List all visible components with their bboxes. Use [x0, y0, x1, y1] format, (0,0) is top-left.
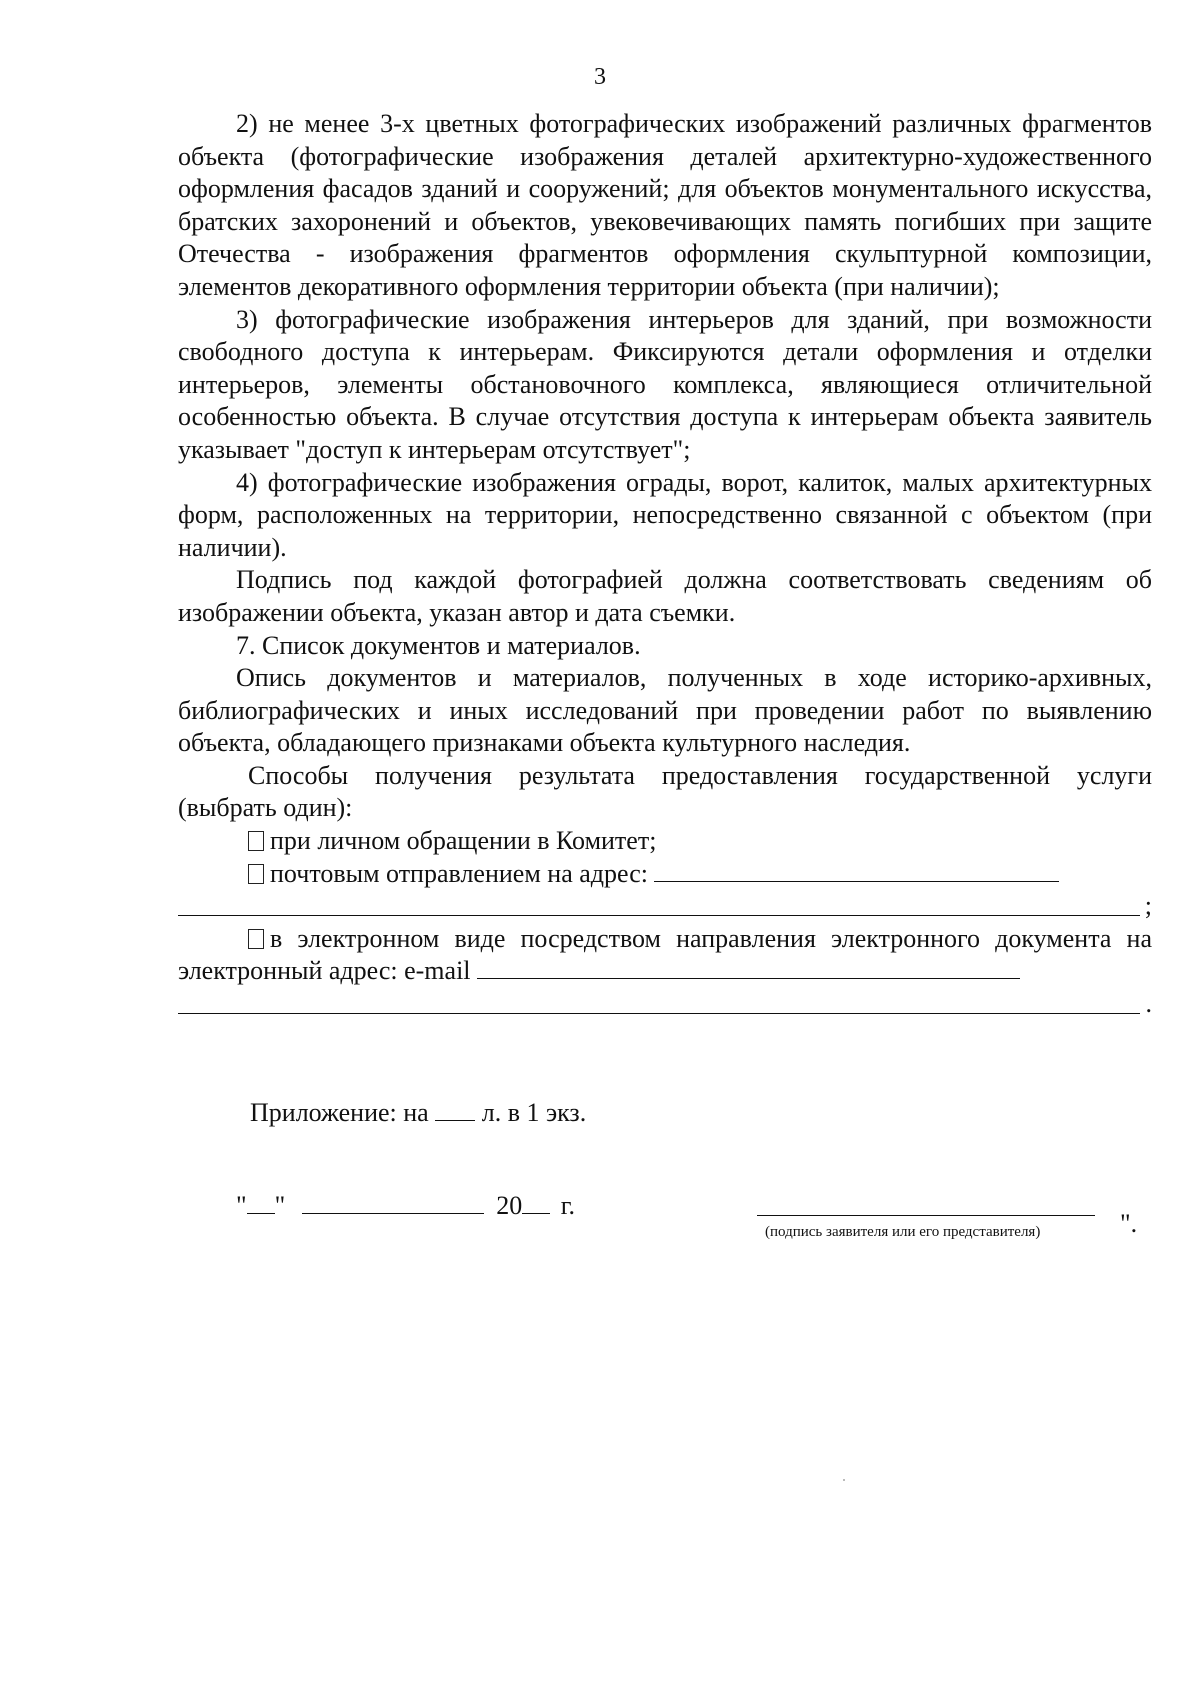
paragraph-item-3: 3) фотографические изображения интерьеров для зданий, при возможности свободного доступа к интерьерам. Фиксируются детали оформления и отделки интерьеров, элементы обстановочного комплекса, являющиеся отличительной особенностью объекта. В случае отсутствия доступа к интерьерам объекта заявитель указывает "доступ к интерьерам отсутствует"; — [178, 304, 1152, 464]
year-field[interactable] — [522, 1212, 550, 1214]
day-field[interactable] — [247, 1212, 275, 1214]
option-postal — [178, 858, 1152, 891]
postal-checkbox[interactable] — [248, 864, 264, 884]
email-field[interactable] — [477, 977, 1020, 979]
electronic-checkbox[interactable] — [248, 929, 264, 949]
section-heading-7: 7. Список документов и материалов. — [236, 630, 641, 660]
option-personal-label: при личном обращении в Комитет; — [270, 826, 657, 856]
option-electronic-label: в электронном виде посредством направления электронного документа на электронный адрес: e-mail — [178, 923, 1152, 986]
email-line-end: . — [1145, 989, 1152, 1019]
date-line — [236, 1190, 575, 1222]
appendix-suffix: л. в 1 экз. — [481, 1098, 587, 1127]
month-field[interactable] — [302, 1212, 484, 1214]
paragraph-item-4: 4) фотографические изображения ограды, ворот, калиток, малых архитектурных форм, расположенных на территории, непосредственно связанной с объектом (при наличии). — [178, 467, 1152, 562]
document-body — [178, 108, 1152, 1021]
year-suffix: г. — [560, 1191, 575, 1220]
paragraph-delivery-methods: Способы получения результата предоставления государственной услуги (выбрать один): — [178, 760, 1152, 823]
postal-address-line — [178, 890, 1152, 923]
signature-caption: (подпись заявителя или его представителя) — [765, 1224, 1041, 1240]
option-electronic — [178, 923, 1152, 988]
postal-address-rule[interactable] — [178, 915, 1140, 916]
option-personal — [178, 825, 1152, 858]
appendix-sheets-field[interactable] — [435, 1119, 475, 1121]
scan-speck — [843, 1479, 845, 1481]
postal-line-end: ; — [1144, 891, 1152, 921]
paragraph-inventory: Опись документов и материалов, полученных в ходе историко-архивных, библиографических и иных исследований при проведении работ по выявлению объекта, обладающего признаками объекта культурного наследия. — [178, 663, 1152, 758]
personal-checkbox[interactable] — [248, 831, 264, 851]
paragraph-photo-caption: Подпись под каждой фотографией должна соответствовать сведениям об изображении объекта, указан автор и дата съемки. — [178, 565, 1152, 627]
page-number: 3 — [594, 64, 606, 90]
signature-end-mark: ". — [1120, 1209, 1138, 1238]
year-prefix: 20 — [496, 1191, 523, 1220]
signature-field[interactable] — [757, 1215, 1095, 1216]
paragraph-item-2: 2) не менее 3-х цветных фотографических изображений различных фрагментов объекта (фотографические изображения деталей архитектурно-художественного оформления фасадов зданий и сооружений; для объектов монументального искусства, братских захоронений и объектов, увековечивающих память погибших при защите Отечества - изображения фрагментов оформления скульптурной композиции, элементов декоративного оформления территории объекта (при наличии); — [178, 109, 1152, 301]
email-rule[interactable] — [178, 1013, 1140, 1014]
option-postal-label: почтовым отправлением на адрес: — [270, 858, 648, 888]
date-quote-open: " — [236, 1191, 247, 1220]
appendix-prefix: Приложение: на — [250, 1098, 429, 1127]
email-line — [178, 988, 1152, 1021]
postal-address-field[interactable] — [654, 880, 1059, 882]
date-quote-close: " — [274, 1191, 286, 1220]
appendix-line — [250, 1097, 586, 1129]
